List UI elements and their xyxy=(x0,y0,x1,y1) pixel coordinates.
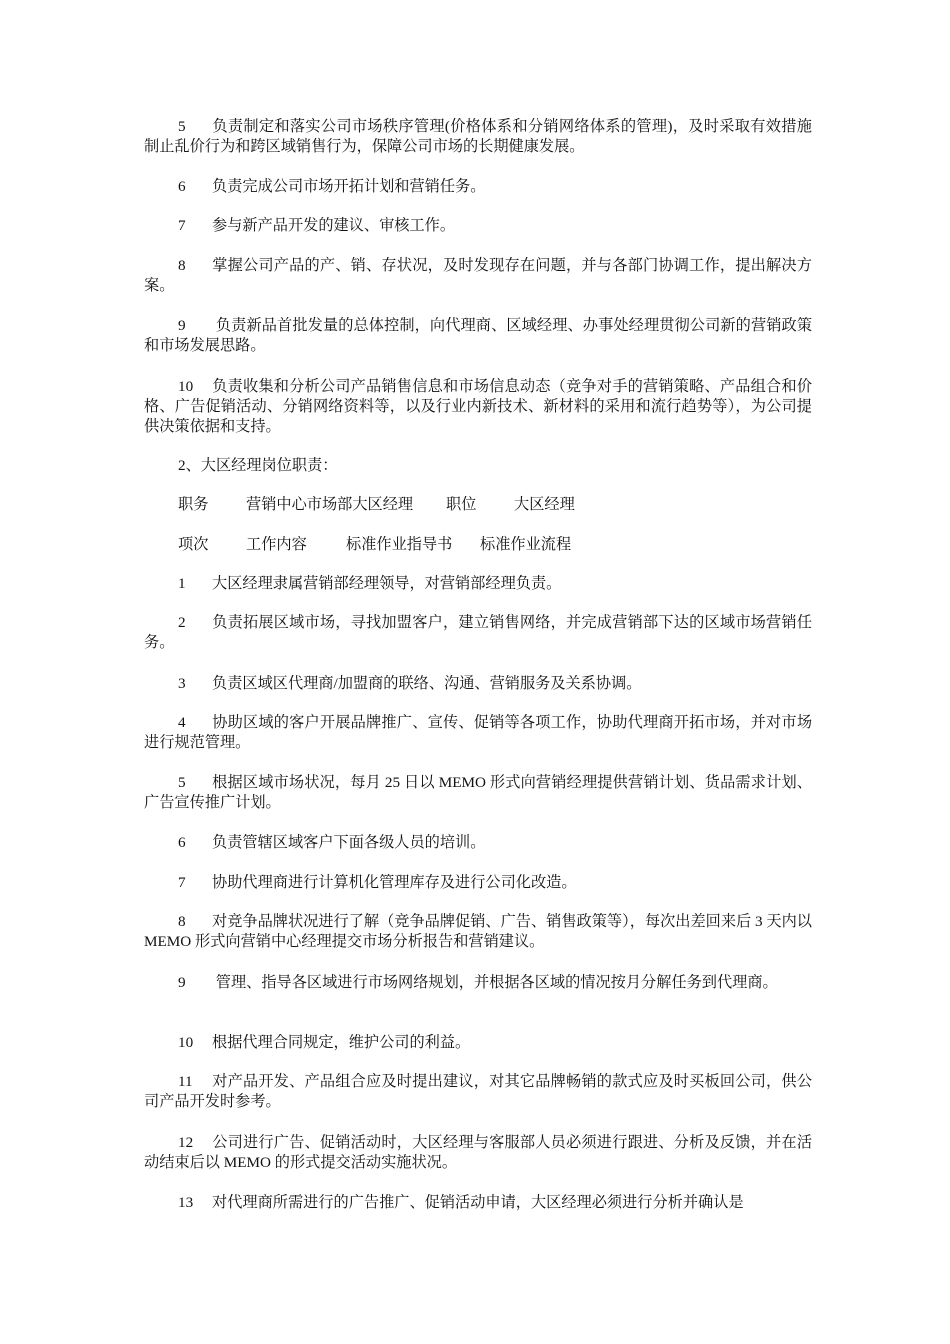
item-text: 负责新品首批发量的总体控制，向代理商、区域经理、办事处经理贯彻公司新的营销政策和市场发展思路。 xyxy=(144,317,812,354)
item-text: 掌握公司产品的产、销、存状况，及时发现存在问题，并与各部门协调工作，提出解决方案。 xyxy=(144,257,812,294)
list-item xyxy=(144,316,812,356)
item-number: 9 xyxy=(178,317,186,334)
list-item xyxy=(144,256,812,296)
item-text: 根据区域市场状况，每月 25 日以 MEMO 形式向营销经理提供营销计划、货品需求计划、广告宣传推广计划。 xyxy=(144,774,812,811)
item-number: 7 xyxy=(178,217,186,234)
item-text: 协助代理商进行计算机化管理库存及进行公司化改造。 xyxy=(212,874,577,891)
list-item xyxy=(144,912,812,952)
header-sop-guide: 标准作业指导书 xyxy=(346,536,453,553)
item-number: 10 xyxy=(178,1034,194,1051)
list-item xyxy=(144,613,812,653)
item-text: 公司进行广告、促销活动时，大区经理与客服部人员必须进行跟进、分析及反馈，并在活动结束后以 MEMO 的形式提交活动实施状况。 xyxy=(144,1134,812,1171)
job-info-row xyxy=(178,495,575,515)
item-text: 管理、指导各区域进行市场网络规划，并根据各区域的情况按月分解任务到代理商。 xyxy=(212,974,778,991)
item-text: 协助区域的客户开展品牌推广、宣传、促销等各项工作，协助代理商开拓市场，并对市场进行规范管理。 xyxy=(144,714,812,751)
list-item xyxy=(144,377,812,437)
list-item xyxy=(144,973,812,993)
item-text: 对代理商所需进行的广告推广、促销活动申请，大区经理必须进行分析并确认是 xyxy=(212,1194,744,1211)
list-item xyxy=(144,674,812,694)
position-value: 大区经理 xyxy=(514,496,575,513)
list-item xyxy=(144,1133,812,1173)
list-item xyxy=(144,177,812,197)
item-number: 7 xyxy=(178,874,186,891)
item-number: 3 xyxy=(178,675,186,692)
item-number: 8 xyxy=(178,257,186,274)
item-text: 参与新产品开发的建议、审核工作。 xyxy=(212,217,455,234)
item-text: 大区经理隶属营销部经理领导，对营销部经理负责。 xyxy=(212,575,562,592)
header-work-content: 工作内容 xyxy=(246,536,307,553)
list-item xyxy=(144,574,812,594)
job-title-value: 营销中心市场部大区经理 xyxy=(246,496,414,513)
list-item xyxy=(144,833,812,853)
header-sop-flow: 标准作业流程 xyxy=(480,536,572,553)
list-item xyxy=(144,216,812,236)
item-text: 负责完成公司市场开拓计划和营销任务。 xyxy=(212,178,486,195)
item-number: 6 xyxy=(178,178,186,195)
item-text: 负责收集和分析公司产品销售信息和市场信息动态（竞争对手的营销策略、产品组合和价格、广告促销活动、分销网络资料等，以及行业内新技术、新材料的采用和流行趋势等），为公司提供决策依据和支持。 xyxy=(144,378,812,435)
item-number: 9 xyxy=(178,974,186,991)
section-heading: 2、大区经理岗位职责： xyxy=(178,457,338,474)
item-text: 对竞争品牌状况进行了解（竞争品牌促销、广告、销售政策等），每次出差回来后 3 天内以 MEMO 形式向营销中心经理提交市场分析报告和营销建议。 xyxy=(144,913,812,950)
item-number: 8 xyxy=(178,913,186,930)
job-label: 职务 xyxy=(178,496,209,513)
list-item xyxy=(144,873,812,893)
item-number: 12 xyxy=(178,1134,194,1151)
item-text: 根据代理合同规定，维护公司的利益。 xyxy=(212,1034,471,1051)
header-item-no: 项次 xyxy=(178,536,209,553)
position-label: 职位 xyxy=(446,496,477,513)
item-number: 6 xyxy=(178,834,186,851)
list-item xyxy=(144,773,812,813)
item-text: 负责区域区代理商/加盟商的联络、沟通、营销服务及关系协调。 xyxy=(212,675,642,692)
list-item xyxy=(144,1033,812,1053)
item-text: 负责拓展区域市场，寻找加盟客户，建立销售网络，并完成营销部下达的区域市场营销任务。 xyxy=(144,614,812,651)
item-text: 对产品开发、产品组合应及时提出建议，对其它品牌畅销的款式应及时买板回公司，供公司产品开发时参考。 xyxy=(144,1073,812,1110)
item-number: 11 xyxy=(178,1073,193,1090)
item-number: 5 xyxy=(178,118,186,135)
item-text: 负责制定和落实公司市场秩序管理(价格体系和分销网络体系的管理)，及时采取有效措施制止乱价行为和跨区域销售行为，保障公司市场的长期健康发展。 xyxy=(144,118,812,155)
table-header-row xyxy=(178,535,571,555)
item-number: 13 xyxy=(178,1194,194,1211)
item-number: 1 xyxy=(178,575,186,592)
item-number: 10 xyxy=(178,378,194,395)
list-item xyxy=(144,1072,812,1112)
list-item xyxy=(144,1193,812,1213)
list-item xyxy=(144,117,812,157)
item-number: 2 xyxy=(178,614,186,631)
list-item xyxy=(144,713,812,753)
item-number: 4 xyxy=(178,714,186,731)
item-number: 5 xyxy=(178,774,186,791)
item-text: 负责管辖区域客户下面各级人员的培训。 xyxy=(212,834,486,851)
